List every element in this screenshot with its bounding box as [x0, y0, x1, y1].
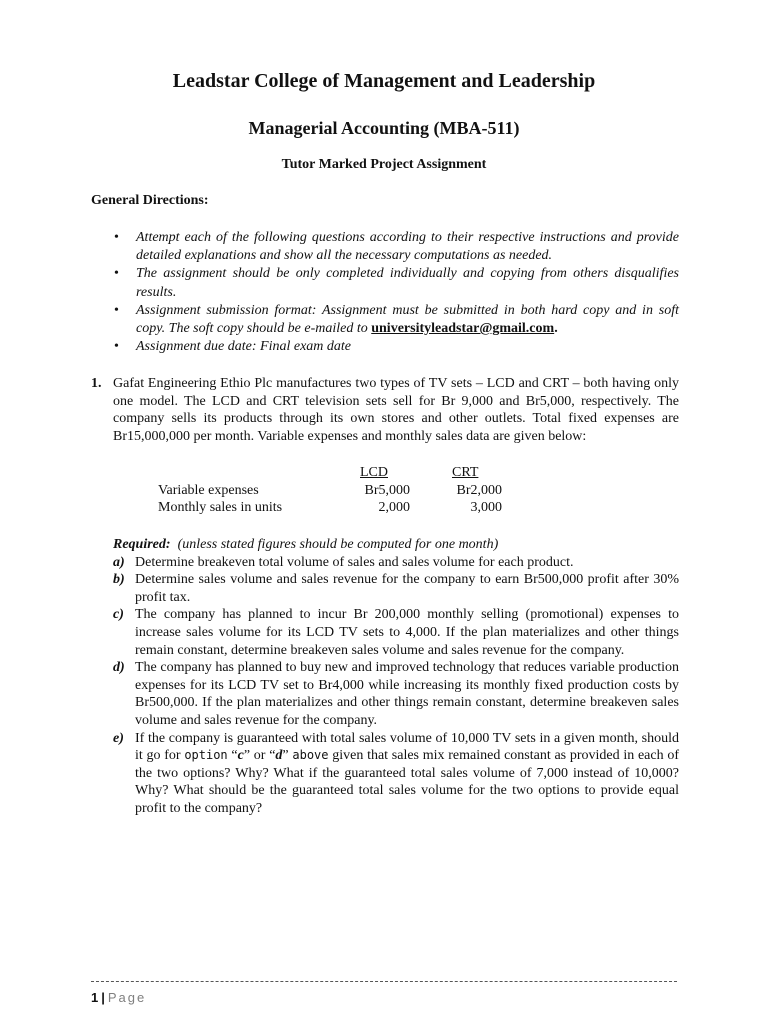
- required-part: [113, 571, 679, 606]
- part-text: The company has planned to buy new and improved technology that reduces variable production expenses for its LCD TV set to Br4,000 while increasing its monthly fixed production costs by Br500,000. If the plan materializes and other things remain constant, determine breakeven sales volume and sales revenue for the company.: [135, 660, 679, 728]
- direction-text: Assignment submission format: Assignment must be submitted in both hard copy and in soft copy. The soft copy should be e-mailed to: [136, 302, 679, 337]
- row-label: Monthly sales in units: [158, 500, 283, 516]
- bullet-icon: •: [114, 230, 119, 245]
- required-part: [113, 606, 679, 659]
- question-number: 1.: [91, 376, 102, 391]
- table-header-row: [158, 464, 518, 482]
- direction-item: [113, 338, 679, 356]
- bullet-icon: •: [114, 302, 119, 318]
- part-text: Determine breakeven total volume of sales and sales volume for each product.: [135, 554, 574, 570]
- quote-open: “: [231, 748, 238, 764]
- column-header-lcd: LCD: [360, 465, 388, 480]
- part-text: The company has planned to incur Br 200,000 monthly selling (promotional) expenses to increase sales volume for its LCD TV sets to 4,000. If the plan materializes and other things remain constant, determine breakeven sales volume and sales revenue for the company.: [135, 607, 679, 658]
- email-period: .: [554, 321, 558, 337]
- above-word: above: [292, 748, 329, 763]
- footer-separator: |: [101, 990, 105, 1005]
- direction-item: [113, 302, 679, 338]
- required-section: [113, 536, 679, 818]
- direction-text: The assignment should be only completed individually and copying from others disqualifies results.: [136, 266, 679, 300]
- required-part: [113, 730, 679, 818]
- part-text-continued: given that sales mix remained constant as provided in each of the two options? Why? What if the guaranteed total sales volume of 7,000 instead of 10,000? Why? What should be the guaranteed total sales volume for the two options to provide equal profit to the company?: [135, 748, 680, 816]
- required-part: [113, 659, 679, 729]
- required-note: (unless stated figures should be computed for one month): [177, 537, 499, 552]
- bullet-icon: •: [114, 266, 119, 282]
- question-text: Gafat Engineering Ethio Plc manufactures two types of TV sets – LCD and CRT – both having only one model. The LCD and CRT television sets sell for Br 9,000 and Br5,000, respectively. The company sells its products through its own stores and other outlets. Total fixed expenses are Br15,000,000 per month. Variable expenses and monthly sales data are given below:: [113, 376, 679, 444]
- quote-close: ”: [243, 748, 251, 764]
- table-row: [158, 482, 518, 500]
- part-letter: c): [113, 607, 124, 623]
- part-letter: a): [113, 554, 125, 570]
- option-word: option: [184, 748, 228, 763]
- column-header-crt: CRT: [452, 465, 479, 480]
- required-part: [113, 554, 679, 572]
- required-label: Required:: [113, 537, 171, 552]
- table-row: [158, 499, 518, 517]
- part-text: If the company is guaranteed with total sales volume of 10,000 TV sets in a given month, should it go for: [135, 730, 679, 764]
- page-label: Page: [107, 990, 147, 1005]
- or-word: or: [253, 748, 266, 764]
- assignment-title: Tutor Marked Project Assignment: [281, 157, 487, 172]
- part-text: Determine sales volume and sales revenue for the company to earn Br500,000 profit after 30% profit tax.: [135, 572, 679, 605]
- directions-list: [113, 229, 679, 356]
- direction-item: [113, 265, 679, 301]
- direction-text: Assignment due date: Final exam date: [136, 339, 352, 355]
- email-link[interactable]: universityleadstar@gmail.com: [371, 321, 555, 337]
- cell-lcd: 2,000: [378, 500, 410, 516]
- required-heading: [113, 536, 679, 554]
- directions-heading: General Directions:: [91, 193, 209, 208]
- cell-lcd: Br5,000: [364, 482, 410, 498]
- row-label: Variable expenses: [158, 482, 259, 498]
- college-title: Leadstar College of Management and Leadership: [172, 70, 596, 92]
- part-letter: d): [113, 660, 125, 676]
- bullet-icon: •: [114, 339, 119, 355]
- quote-open: “: [269, 748, 276, 764]
- cell-crt: Br2,000: [456, 482, 502, 498]
- footer-divider: [91, 981, 677, 982]
- page-footer: [91, 990, 146, 1005]
- data-table: [158, 464, 518, 517]
- direction-item: [113, 229, 679, 265]
- part-letter: b): [113, 572, 125, 588]
- cell-crt: 3,000: [470, 500, 502, 516]
- option-d: d: [275, 748, 283, 764]
- option-c: c: [237, 748, 244, 764]
- course-title: Managerial Accounting (MBA-511): [248, 118, 520, 138]
- direction-text: Attempt each of the following questions according to their respective instructions and provide detailed explanations and show all the necessary computations as needed.: [136, 230, 679, 264]
- quote-close: ”: [282, 748, 289, 764]
- required-parts: [113, 554, 679, 818]
- part-letter: e): [113, 730, 124, 746]
- question-1: [91, 375, 679, 445]
- page-number: 1: [91, 990, 99, 1005]
